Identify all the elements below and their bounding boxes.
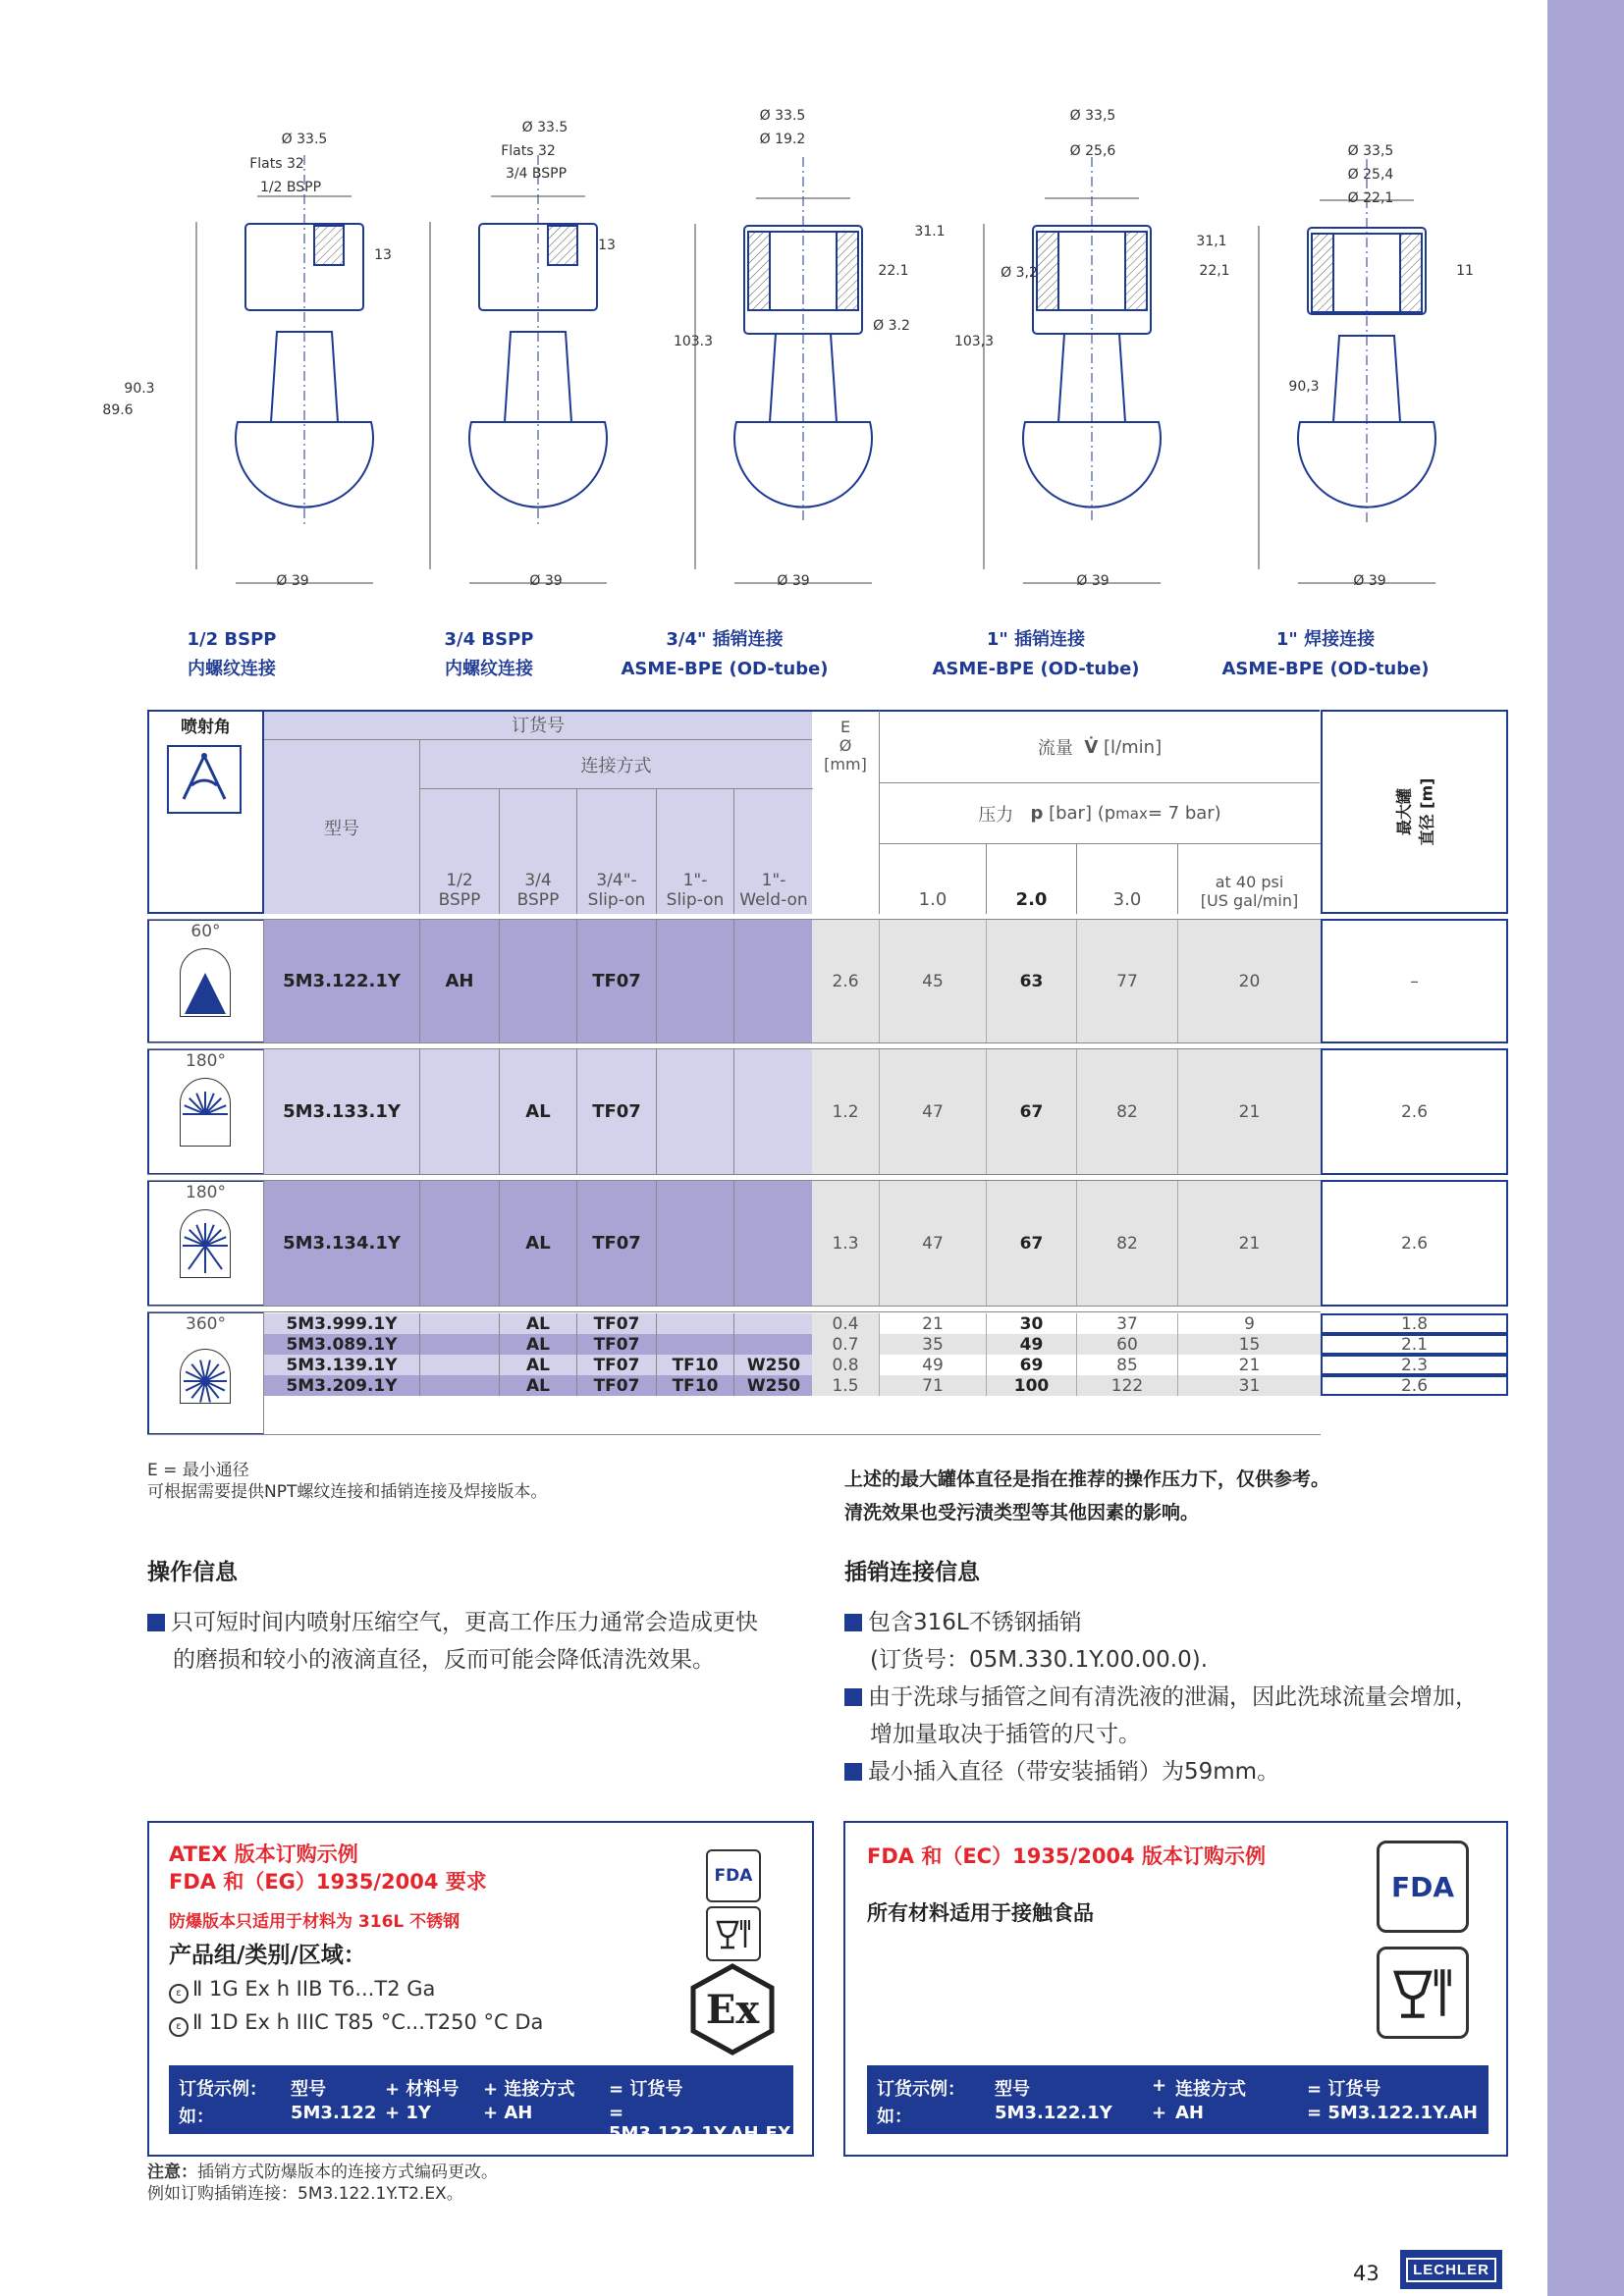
connection-cell	[733, 1180, 813, 1307]
lechler-logo: LECHLER	[1400, 2250, 1502, 2289]
model-cell: 5M3.999.1Y	[264, 1313, 419, 1334]
max-diameter-label: 最大罐 直径 [m]	[1394, 777, 1436, 846]
dimension-label: 3/4 BSPP	[505, 166, 568, 182]
bar-cell: + 连接方式	[483, 2079, 575, 2100]
connection-cell	[419, 1334, 499, 1355]
dimension-label: Ø 39	[1076, 573, 1110, 589]
dimension-label: Ø 33.5	[521, 120, 568, 135]
note-e: E = 最小通径	[147, 1461, 249, 1480]
thread-hatched	[548, 226, 577, 265]
dimension-label: 31,1	[1196, 234, 1227, 249]
bar-cell: 如：	[179, 2107, 214, 2127]
dimension-label: 89.6	[102, 402, 134, 418]
e-header: E Ø [mm]	[812, 710, 879, 914]
atex-dust-line: Ⅱ 1D Ex h IIIC T85 °C...T250 °C Da	[192, 2010, 544, 2034]
connection-cell	[656, 1334, 733, 1355]
spray-angle-icon	[167, 745, 242, 814]
bar-cell: +	[1152, 2075, 1167, 2096]
svg-text:Ex: Ex	[705, 1987, 760, 2033]
bar-cell: 5M3.122.1Y	[995, 2103, 1112, 2123]
angle-value: 360°	[186, 1314, 226, 1334]
connection-cell	[733, 919, 813, 1043]
dimension-label: Ø 25,6	[1069, 143, 1116, 159]
connection-cell	[733, 1334, 813, 1355]
model-cell: 5M3.133.1Y	[264, 1048, 419, 1175]
order-header-label: 订货号	[512, 716, 565, 736]
flow-cell: 47	[879, 1180, 986, 1307]
bar-cell: + 1Y	[385, 2103, 431, 2123]
dimension-label: Ø 39	[1353, 573, 1386, 589]
connection-cell: TF07	[576, 919, 656, 1043]
caption-line: 1" 插销连接	[986, 629, 1086, 650]
bullet-icon	[147, 1614, 165, 1631]
connection-cell: AL	[499, 1375, 576, 1396]
dimension-label: 90.3	[124, 381, 155, 397]
atex-box	[147, 1821, 814, 2157]
connection-cell	[656, 1048, 733, 1175]
connection-col-header: 1"- Slip-on	[656, 788, 733, 914]
dimension-label: 13	[374, 247, 392, 263]
max-diameter-cell: 2.1	[1321, 1334, 1508, 1355]
op-title: 操作信息	[147, 1560, 238, 1585]
bar-cell: 订货示例：	[877, 2079, 965, 2100]
bar-cell: 5M3.122	[291, 2103, 377, 2123]
flow-cell: 67	[986, 1180, 1076, 1307]
dimension-label: Ø 39	[529, 573, 563, 589]
flow-cell: 35	[879, 1334, 986, 1355]
pressure-sub: max	[1115, 804, 1148, 823]
atex-fda-title: FDA 和（EG）1935/2004 要求	[169, 1870, 487, 1894]
connection-cell: AL	[499, 1334, 576, 1355]
footer-note-line: 插销方式防爆版本的连接方式编码更改。	[197, 2163, 498, 2182]
dimension-label: Ø 19.2	[759, 132, 806, 147]
flow-cell: 63	[986, 919, 1076, 1043]
flow-header	[879, 710, 1320, 782]
pin-line: (订货号：05M.330.1Y.00.00.0).	[870, 1647, 1209, 1673]
angle-value: 180°	[186, 1051, 226, 1071]
side-color-bar	[1547, 0, 1624, 2296]
pressure-symbol: p	[1030, 803, 1044, 824]
atex-title: ATEX 版本订购示例	[169, 1842, 358, 1866]
pin-line: 包含316L不锈钢插销	[868, 1610, 1082, 1635]
dimension-label: 22,1	[1199, 263, 1230, 279]
nozzle-drawing	[1023, 157, 1161, 524]
flow-cell: 69	[986, 1355, 1076, 1375]
angle-header-label: 喷射角	[181, 717, 231, 737]
connection-cell	[419, 1355, 499, 1375]
note-max-diameter: 上述的最大罐体直径是指在推荐的操作压力下，仅供参考。	[844, 1468, 1330, 1490]
dimension-label: 1/2 BSPP	[259, 180, 322, 195]
drawing-caption	[104, 625, 359, 684]
caption-line: 内螺纹连接	[445, 659, 533, 679]
nozzle-drawing	[469, 155, 607, 524]
connection-cell	[419, 1048, 499, 1175]
footer-note-label: 注意：	[147, 2163, 197, 2182]
flow-unit: [l/min]	[1104, 736, 1163, 758]
bar-cell: 连接方式	[1175, 2079, 1246, 2100]
spray-pattern-icon	[180, 1209, 231, 1278]
pressure-label: 压力	[978, 804, 1014, 826]
dimension-label: Ø 3.2	[873, 318, 910, 334]
pin-line: 由于洗球与插管之间有清洗液的泄漏，因此洗球流量会增加，	[868, 1684, 1478, 1710]
bullet-icon	[844, 1763, 862, 1781]
flow-cell: 49	[986, 1334, 1076, 1355]
food-contact-icon	[706, 1906, 761, 1961]
bar-cell: = 订货号	[1307, 2079, 1381, 2100]
bar-cell: 型号	[995, 2079, 1030, 2100]
flow-cell: 122	[1076, 1375, 1177, 1396]
product-table	[147, 710, 1508, 1436]
bullet-icon	[844, 1688, 862, 1706]
flow-cell: 21	[1177, 1355, 1321, 1375]
pressure-col-header: 2.0	[986, 843, 1076, 914]
caption-line: 1/2 BSPP	[187, 629, 277, 650]
flow-cell: 30	[986, 1313, 1076, 1334]
op-line: 只可短时间内喷射压缩空气，更高工作压力通常会造成更快	[171, 1610, 758, 1635]
connection-cell: TF07	[576, 1355, 656, 1375]
notes-right	[844, 1463, 1329, 1529]
flow-cell: 15	[1177, 1334, 1321, 1355]
connection-cell: TF07	[576, 1313, 656, 1334]
note-versions: 可根据需要提供NPT螺纹连接和插销连接及焊接版本。	[147, 1482, 548, 1502]
flow-cell: 20	[1177, 919, 1321, 1043]
bar-cell: = 5M3.122.1Y.AH	[1307, 2103, 1478, 2123]
drawing-caption	[361, 625, 617, 684]
pressure-header	[879, 782, 1320, 843]
flow-label: 流量	[1037, 738, 1073, 759]
model-cell: 5M3.134.1Y	[264, 1180, 419, 1307]
connection-cell	[419, 1375, 499, 1396]
dimension-label: Flats 32	[501, 143, 556, 159]
max-diameter-cell: –	[1321, 919, 1508, 1043]
dimension-label: 103,3	[953, 334, 995, 349]
thread-hatched	[314, 226, 344, 265]
connection-cell: TF07	[576, 1375, 656, 1396]
dimension-label: Ø 39	[276, 573, 309, 589]
caption-line: ASME-BPE (OD-tube)	[1221, 659, 1430, 679]
connection-cell	[419, 1313, 499, 1334]
bar-cell: 如：	[877, 2107, 912, 2127]
fda-box	[843, 1821, 1508, 2157]
connection-cell: TF10	[656, 1375, 733, 1396]
connection-cell	[733, 1313, 813, 1334]
pressure-col-header: at 40 psi [US gal/min]	[1177, 843, 1321, 914]
note-cleaning: 清洗效果也受污渍类型等其他因素的影响。	[844, 1502, 1200, 1523]
dimension-label: 13	[598, 238, 616, 253]
connection-cell	[499, 919, 576, 1043]
flow-cell: 31	[1177, 1375, 1321, 1396]
model-cell: 5M3.209.1Y	[264, 1375, 419, 1396]
connection-cell: AH	[419, 919, 499, 1043]
pressure-max: = 7 bar)	[1147, 803, 1221, 824]
ex-hexagon-icon	[685, 1962, 780, 2056]
max-diameter-cell: 1.8	[1321, 1313, 1508, 1334]
pressure-col-header: 1.0	[879, 843, 986, 914]
pin-text	[844, 1604, 1532, 1790]
drawing-caption	[908, 625, 1164, 684]
bar-cell: AH	[1175, 2103, 1204, 2123]
angle-value: 180°	[186, 1183, 226, 1202]
fda-box-subtitle: 所有材料适用于接触食品	[867, 1901, 1094, 1925]
connection-cell: AL	[499, 1048, 576, 1175]
dimension-label: 22.1	[878, 263, 909, 279]
spray-pattern-icon	[180, 1078, 231, 1147]
bar-cell: = 订货号	[609, 2079, 683, 2100]
flow-cell: 21	[879, 1313, 986, 1334]
nozzle-drawing	[734, 157, 872, 524]
bar-cell: + 材料号	[385, 2079, 460, 2100]
max-diameter-cell: 2.6	[1321, 1375, 1508, 1396]
ex-mark-icon: ε	[169, 1984, 189, 2003]
fda-box-title: FDA 和（EC）1935/2004 版本订购示例	[867, 1844, 1266, 1868]
atex-gas-line: Ⅱ 1G Ex h IIB T6...T2 Ga	[192, 1977, 436, 2001]
flow-cell: 49	[879, 1355, 986, 1375]
connection-cell	[656, 919, 733, 1043]
flow-cell: 100	[986, 1375, 1076, 1396]
atex-order-bar	[169, 2065, 793, 2144]
dimension-label: 103.3	[673, 334, 714, 349]
dimension-label: Ø 3,2	[1001, 265, 1038, 281]
page-number: 43	[1353, 2262, 1380, 2285]
max-diameter-cell: 2.6	[1321, 1048, 1508, 1175]
dimension-label: 31.1	[914, 224, 946, 240]
model-header-label: 型号	[264, 739, 419, 914]
caption-line: 内螺纹连接	[188, 659, 276, 679]
bar-cell: 型号	[291, 2079, 326, 2100]
flow-cell: 21	[1177, 1048, 1321, 1175]
caption-line: ASME-BPE (OD-tube)	[621, 659, 829, 679]
e-cell: 1.3	[812, 1180, 879, 1307]
flow-cell: 82	[1076, 1180, 1177, 1307]
fda-order-bar	[867, 2065, 1489, 2134]
pin-title: 插销连接信息	[844, 1560, 980, 1585]
flow-cell: 47	[879, 1048, 986, 1175]
bar-cell: +	[1152, 2103, 1167, 2123]
connection-cell	[656, 1313, 733, 1334]
atex-material-note: 防爆版本只适用于材料为 316L 不锈钢	[169, 1912, 460, 1932]
fda-icon: FDA	[706, 1849, 761, 1902]
connection-col-header: 3/4 BSPP	[499, 788, 576, 914]
connection-cell: W250	[733, 1355, 813, 1375]
bar-cell: = 5M3.122.1Y.AH.EX	[609, 2103, 791, 2144]
connection-cell: TF07	[576, 1180, 656, 1307]
pressure-col-header: 3.0	[1076, 843, 1177, 914]
pin-line: 最小插入直径（带安装插销）为59mm。	[868, 1759, 1280, 1785]
connection-col-header: 1/2 BSPP	[419, 788, 499, 914]
flow-cell: 71	[879, 1375, 986, 1396]
drawing-caption	[1198, 625, 1453, 684]
max-diameter-cell: 2.3	[1321, 1355, 1508, 1375]
model-cell: 5M3.089.1Y	[264, 1334, 419, 1355]
dimension-label: Ø 25,4	[1347, 167, 1394, 183]
bar-cell: 订货示例：	[179, 2079, 267, 2100]
connection-cell: TF10	[656, 1355, 733, 1375]
connection-col-header: 3/4"- Slip-on	[576, 788, 656, 914]
flow-cell: 21	[1177, 1180, 1321, 1307]
flow-symbol: V̇	[1084, 736, 1099, 758]
caption-line: ASME-BPE (OD-tube)	[932, 659, 1140, 679]
max-diameter-cell: 2.6	[1321, 1180, 1508, 1307]
dimension-label: Ø 33,5	[1347, 143, 1394, 159]
connection-cell	[656, 1180, 733, 1307]
pressure-unit: [bar] (p	[1049, 803, 1116, 824]
e-cell: 0.8	[812, 1355, 879, 1375]
connection-cell: TF07	[576, 1334, 656, 1355]
pin-line: 增加量取决于插管的尺寸。	[870, 1722, 1141, 1747]
op-text	[147, 1604, 835, 1679]
notes-left	[147, 1460, 547, 1503]
dimension-label: 90,3	[1288, 379, 1320, 395]
atex-category-label: 产品组/类别/区域：	[169, 1943, 366, 1968]
dimension-label: Ø 33,5	[1069, 108, 1116, 124]
connection-cell: W250	[733, 1375, 813, 1396]
connection-cell: AL	[499, 1313, 576, 1334]
angle-value: 60°	[190, 922, 221, 941]
nozzle-drawing	[1298, 159, 1435, 524]
bullet-icon	[844, 1614, 862, 1631]
e-cell: 2.6	[812, 919, 879, 1043]
connection-cell: AL	[499, 1355, 576, 1375]
flow-cell: 67	[986, 1048, 1076, 1175]
flow-cell: 85	[1076, 1355, 1177, 1375]
e-cell: 1.5	[812, 1375, 879, 1396]
dimension-label: Ø 33.5	[281, 132, 328, 147]
technical-drawings	[102, 98, 1522, 609]
fda-icon: FDA	[1377, 1841, 1469, 1933]
connection-col-header: 1"- Weld-on	[733, 788, 813, 914]
drawing-caption	[597, 625, 852, 684]
model-cell: 5M3.122.1Y	[264, 919, 419, 1043]
footer-note-line: 例如订购插销连接：5M3.122.1Y.T2.EX。	[147, 2184, 463, 2204]
connection-header-label: 连接方式	[419, 739, 812, 788]
food-contact-icon	[1377, 1947, 1469, 2039]
op-line: 的磨损和较小的液滴直径，反而可能会降低清洗效果。	[173, 1647, 715, 1673]
flow-cell: 60	[1076, 1334, 1177, 1355]
spray-pattern-icon	[180, 948, 231, 1017]
dimension-label: Ø 33.5	[759, 108, 806, 124]
dimension-label: Ø 22,1	[1347, 190, 1394, 206]
nozzle-drawing	[236, 155, 373, 524]
flow-cell: 45	[879, 919, 986, 1043]
connection-cell: TF07	[576, 1048, 656, 1175]
dimension-label: 11	[1456, 263, 1474, 279]
e-cell: 1.2	[812, 1048, 879, 1175]
caption-line: 3/4 BSPP	[444, 629, 534, 650]
model-cell: 5M3.139.1Y	[264, 1355, 419, 1375]
flow-cell: 37	[1076, 1313, 1177, 1334]
dimension-label: Ø 39	[777, 573, 810, 589]
caption-line: 3/4" 插销连接	[666, 629, 784, 650]
flow-cell: 77	[1076, 919, 1177, 1043]
bar-cell: + AH	[483, 2103, 533, 2123]
max-diameter-header	[1321, 710, 1508, 914]
connection-cell	[419, 1180, 499, 1307]
flow-cell: 82	[1076, 1048, 1177, 1175]
ex-mark-icon: ε	[169, 2017, 189, 2037]
connection-cell: AL	[499, 1180, 576, 1307]
flow-cell: 9	[1177, 1313, 1321, 1334]
caption-line: 1" 焊接连接	[1275, 629, 1376, 650]
footer-note	[147, 2162, 498, 2205]
dimension-label: Flats 32	[249, 156, 304, 172]
connection-cell	[733, 1048, 813, 1175]
e-cell: 0.4	[812, 1313, 879, 1334]
spray-pattern-icon	[180, 1349, 231, 1404]
e-cell: 0.7	[812, 1334, 879, 1355]
